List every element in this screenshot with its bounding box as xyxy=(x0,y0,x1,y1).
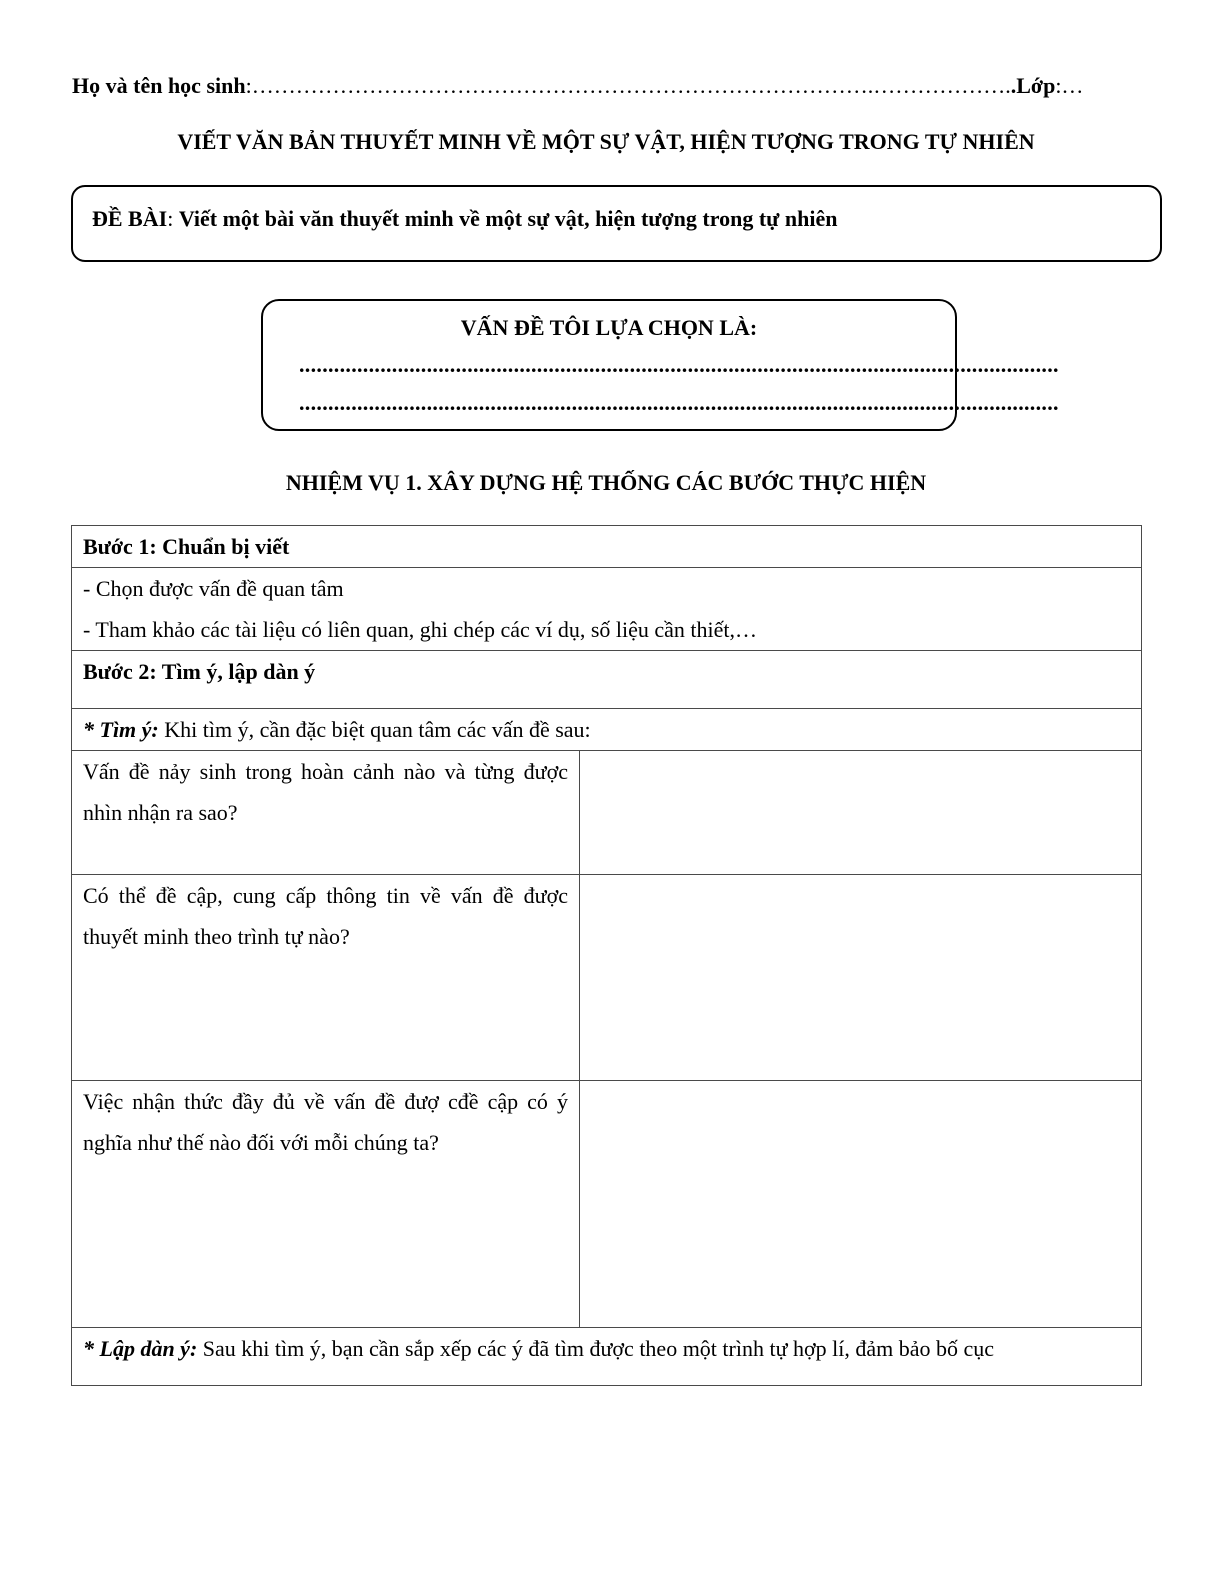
list-item: - Tham khảo các tài liệu có liên quan, ghi chép các ví dụ, số liệu cần thiết,… xyxy=(83,617,758,642)
student-name-label: Họ và tên học sinh xyxy=(72,73,246,98)
table-row xyxy=(72,526,1142,568)
chosen-topic-title: VẤN ĐỀ TÔI LỰA CHỌN LÀ: xyxy=(460,315,758,340)
assignment-prompt: Viết một bài văn thuyết minh về một sự vật, hiện tượng trong tự nhiên xyxy=(178,206,838,231)
answer-cell[interactable] xyxy=(580,751,1142,875)
outline-row xyxy=(72,1328,1142,1386)
assignment-colon: : xyxy=(167,206,179,231)
class-field[interactable]: :… xyxy=(1055,73,1084,98)
page-title: VIẾT VĂN BẢN THUYẾT MINH VỀ MỘT SỰ VẬT, HIỆN TƯỢNG TRONG TỰ NHIÊN xyxy=(177,129,1035,154)
question-line: Việc nhận thức đầy đủ về vấn đề đượ cđề cập có ý xyxy=(83,1089,568,1114)
table-row xyxy=(72,568,1142,651)
assignment-text xyxy=(92,203,837,235)
find-ideas-row xyxy=(72,709,1142,751)
student-name-field[interactable]: :………………………………………………………………………….………………. xyxy=(245,73,1011,98)
question-cell xyxy=(72,751,580,875)
question-cell xyxy=(72,875,580,1081)
step2-heading: Bước 2: Tìm ý, lập dàn ý xyxy=(72,651,1142,709)
table-row xyxy=(72,1081,1142,1328)
step1-items xyxy=(72,568,1142,651)
answer-cell[interactable] xyxy=(580,1081,1142,1328)
chosen-topic-line-1[interactable]: ................................................................................................................................... xyxy=(299,352,1059,377)
question-line: Có thể đề cập, cung cấp thông tin về vấn đề được xyxy=(83,883,568,908)
question-line: thuyết minh theo trình tự nào? xyxy=(83,924,350,949)
outline-label: * Lập dàn ý: xyxy=(83,1336,198,1361)
student-header xyxy=(72,70,1152,102)
steps-table xyxy=(71,525,1142,1386)
table-row xyxy=(72,651,1142,709)
table-row xyxy=(72,875,1142,1081)
table-row xyxy=(72,1328,1142,1386)
find-ideas-text: Khi tìm ý, cần đặc biệt quan tâm các vấn đề sau: xyxy=(158,717,591,742)
question-line: Vấn đề nảy sinh trong hoàn cảnh nào và từng được xyxy=(83,759,568,784)
chosen-topic-box xyxy=(261,299,1059,431)
answer-cell[interactable] xyxy=(580,875,1142,1081)
question-line: nghĩa như thế nào đối với mỗi chúng ta? xyxy=(83,1130,439,1155)
class-label: .Lớp xyxy=(1010,73,1056,98)
assignment-label: ĐỀ BÀI xyxy=(92,206,168,231)
step1-heading: Bước 1: Chuẩn bị viết xyxy=(72,526,1142,568)
table-row xyxy=(72,709,1142,751)
question-line: nhìn nhận ra sao? xyxy=(83,800,238,825)
list-item: - Chọn được vấn đề quan tâm xyxy=(83,576,344,601)
outline-text: Sau khi tìm ý, bạn cần sắp xếp các ý đã tìm được theo một trình tự hợp lí, đảm bảo bố cục xyxy=(197,1336,995,1361)
find-ideas-label: * Tìm ý: xyxy=(83,717,159,742)
question-cell xyxy=(72,1081,580,1328)
table-row xyxy=(72,751,1142,875)
chosen-topic-line-2[interactable]: ................................................................................................................................... xyxy=(299,390,1059,415)
assignment-box xyxy=(71,185,1162,262)
task-title: NHIỆM VỤ 1. XÂY DỰNG HỆ THỐNG CÁC BƯỚC THỰC HIỆN xyxy=(285,470,927,495)
